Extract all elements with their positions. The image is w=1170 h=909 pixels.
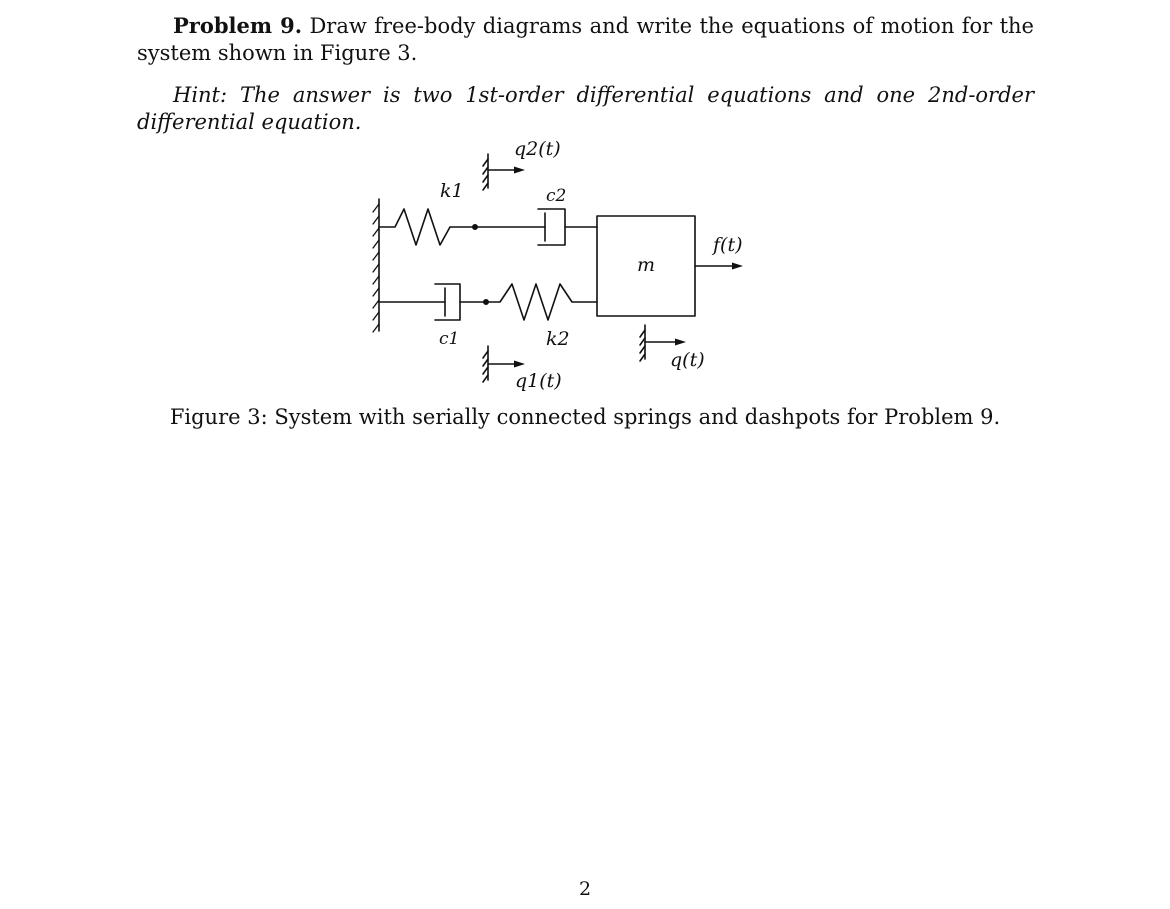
- hint-text: The answer is two 1st-order differential equations and one 2nd-order differential equation.: [137, 83, 1035, 134]
- wall-hatching: [373, 204, 379, 332]
- label-q1: q1(t): [515, 370, 562, 392]
- label-k2: k2: [546, 328, 570, 350]
- problem-statement: [137, 12, 1034, 67]
- label-q: q(t): [670, 349, 705, 371]
- force-arrowhead: [732, 263, 743, 270]
- system-figure: [360, 134, 820, 404]
- hint-label: Hint:: [173, 83, 228, 107]
- page-number: 2: [578, 878, 592, 900]
- figure-caption: Figure 3: System with serially connected springs and dashpots for Problem 9.: [169, 405, 1001, 429]
- label-q2: q2(t): [514, 138, 561, 160]
- problem-label: Problem 9.: [173, 13, 303, 38]
- label-c1: c1: [439, 329, 460, 349]
- label-f: f(t): [713, 234, 743, 256]
- dashpot-c2: [475, 209, 597, 245]
- hint-paragraph: [137, 82, 1034, 136]
- label-k1: k1: [440, 180, 464, 202]
- mechanical-diagram: [360, 134, 820, 404]
- label-c2: c2: [546, 186, 567, 206]
- spring-k2: [486, 284, 597, 320]
- problem-text: Draw free-body diagrams and write the equations of motion for the system shown in Figure 3.: [137, 14, 1034, 65]
- spring-k1: [379, 209, 475, 245]
- dashpot-c1: [379, 284, 486, 320]
- label-m: m: [637, 254, 656, 276]
